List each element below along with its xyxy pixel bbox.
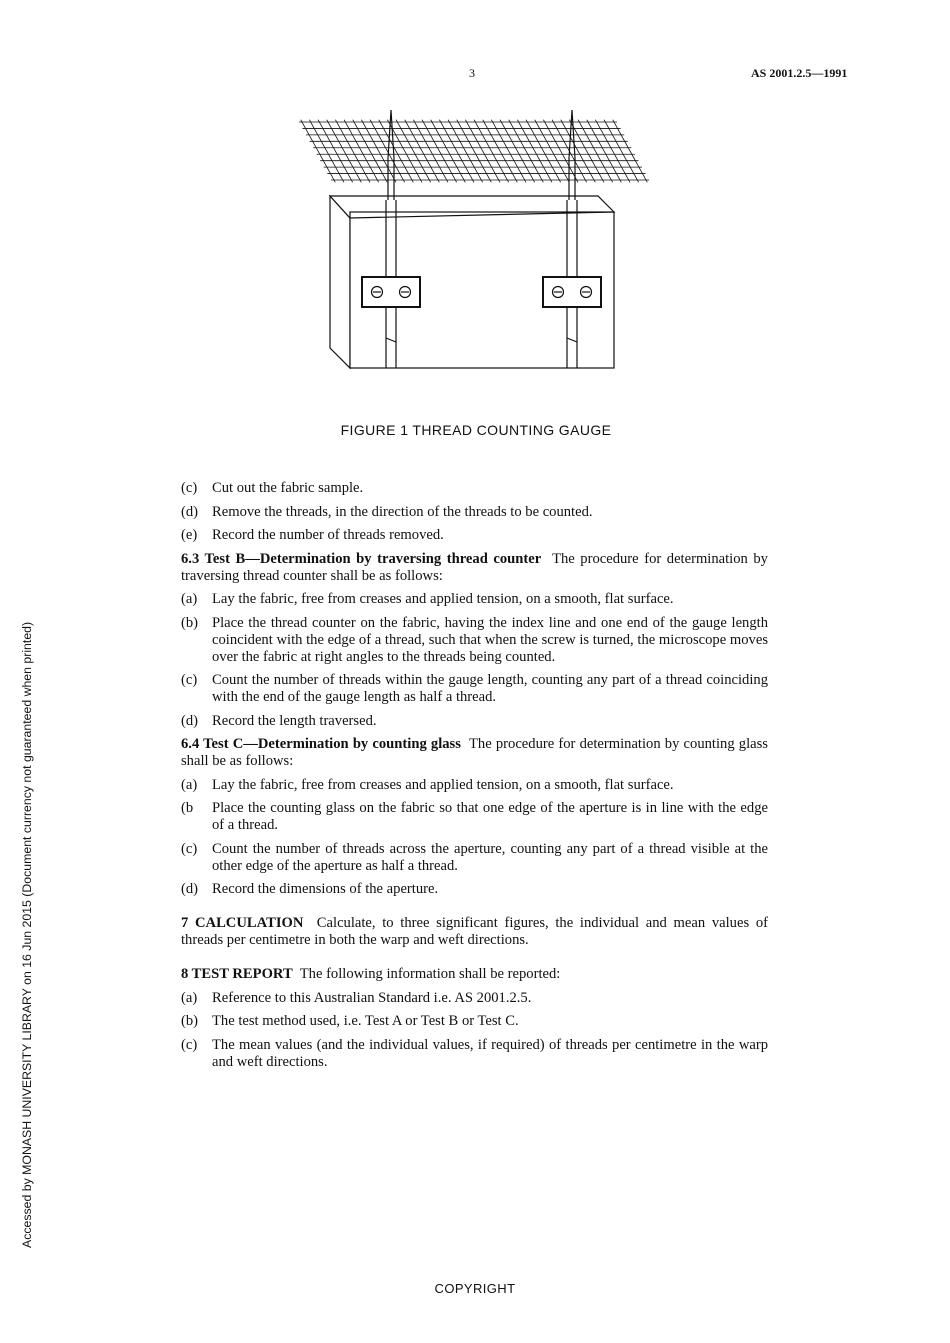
section-6-3-intro: 6.3 Test B—Determination by traversing thread counter The procedure for determination by traversing thread counter shall be as follows: xyxy=(181,550,768,584)
section-6-4-intro: 6.4 Test C—Determination by counting glass The procedure for determination by counting glass shall be as follows: xyxy=(181,736,768,769)
section-8-intro: 8 TEST REPORT The following information shall be reported: xyxy=(181,966,561,982)
list-item: (b) The test method used, i.e. Test A or Test B or Test C. xyxy=(181,1013,519,1029)
right-clamp xyxy=(543,277,601,307)
list-item: (d) Remove the threads, in the direction of the threads to be counted. xyxy=(181,503,593,520)
procedure-a-tail xyxy=(181,480,768,544)
thread-counting-gauge-figure xyxy=(296,100,656,380)
section-6-4-heading: 6.4 Test C—Determination by counting glass xyxy=(181,736,461,752)
section-8-heading: 8 TEST REPORT xyxy=(181,966,293,982)
list-item: (d) Record the dimensions of the aperture. xyxy=(181,881,439,897)
list-item: (e) Record the number of threads removed. xyxy=(181,527,444,543)
list-item: (c) Cut out the fabric sample. xyxy=(181,480,364,496)
section-7: 7 CALCULATION Calculate, to three significant figures, the individual and mean values of threads per centimetre in both the warp and weft directions. xyxy=(181,915,768,948)
section-6-3 xyxy=(181,551,768,730)
list-item: (c) Count the number of threads within the gauge length, counting any part of a thread coinciding with the end of the gauge length as half a thread. xyxy=(181,672,768,705)
list-item: (b Place the counting glass on the fabric so that one edge of the aperture is in line with the edge of a thread. xyxy=(181,800,768,833)
section-8 xyxy=(181,966,768,1071)
access-watermark: Accessed by MONASH UNIVERSITY LIBRARY on 16 Jun 2015 (Document currency not guaranteed when printed) xyxy=(20,621,34,1248)
list-item: (b) Place the thread counter on the fabric, having the index line and one end of the gauge length coincident with the edge of a thread, such that when the screw is turned, the microscope moves over the fabric at right angles to the threads being counted. xyxy=(181,614,768,665)
section-6-4 xyxy=(181,736,768,898)
list-item: (a) Lay the fabric, free from creases and applied tension, on a smooth, flat surface. xyxy=(181,591,674,607)
fabric-mesh xyxy=(299,120,649,183)
page-number: 3 xyxy=(469,66,475,80)
section-7-heading: 7 CALCULATION xyxy=(181,915,304,931)
list-item: (a) Lay the fabric, free from creases and applied tension, on a smooth, flat surface. xyxy=(181,776,674,793)
left-clamp xyxy=(362,277,420,307)
figure-caption: FIGURE 1 THREAD COUNTING GAUGE xyxy=(340,422,612,438)
list-item: (c) The mean values (and the individual values, if required) of threads per centimetre in the warp and weft directions. xyxy=(181,1036,768,1070)
list-item: (c) Count the number of threads across the aperture, counting any part of a thread visible at the other edge of the aperture as half a thread. xyxy=(181,840,768,874)
document-body xyxy=(181,480,768,1077)
standard-code: AS 2001.2.5—1991 xyxy=(751,66,848,80)
list-item: (a) Reference to this Australian Standard i.e. AS 2001.2.5. xyxy=(181,989,532,1006)
copyright-footer: COPYRIGHT xyxy=(434,1281,516,1296)
section-6-3-heading: 6.3 Test B—Determination by traversing thread counter xyxy=(181,550,542,567)
list-item: (d) Record the length traversed. xyxy=(181,712,377,729)
